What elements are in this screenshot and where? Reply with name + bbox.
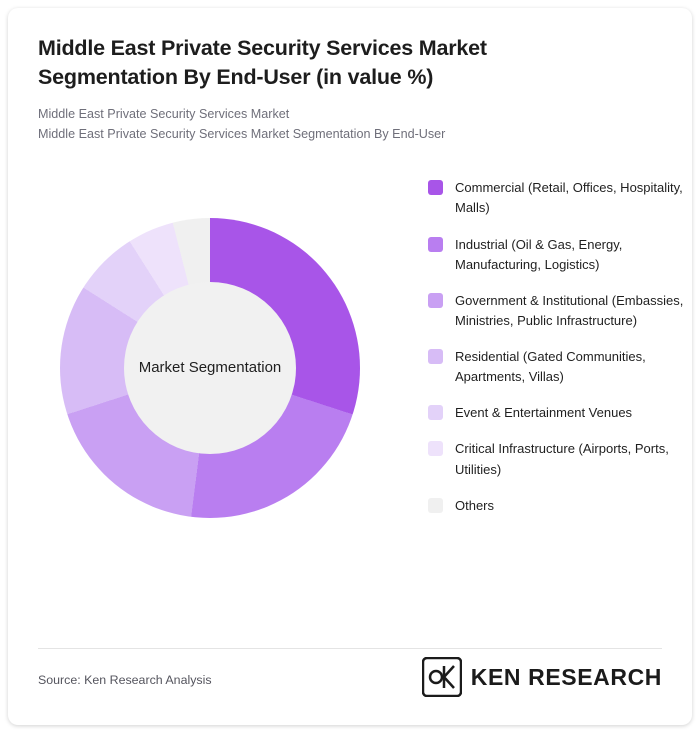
- legend-label: Residential (Gated Communities, Apartments, Villas): [455, 349, 646, 385]
- legend-swatch-icon: [428, 180, 443, 195]
- legend-label: Event & Entertainment Venues: [455, 405, 633, 421]
- legend-swatch-icon: [428, 498, 443, 513]
- donut-chart: [38, 208, 398, 568]
- legend-item[interactable]: [428, 439, 698, 479]
- legend-label: Critical Infrastructure (Airports, Ports, Utilities): [455, 441, 669, 477]
- brand-name: KEN RESEARCH: [470, 663, 662, 690]
- legend-swatch-icon: [428, 293, 443, 308]
- donut-center: [124, 282, 296, 454]
- donut-ring[interactable]: [60, 218, 360, 518]
- subtitle-market: Middle East Private Security Services Market: [38, 107, 290, 122]
- legend-swatch-icon: [428, 237, 443, 252]
- subtitle-segmentation: Middle East Private Security Services Market Segmentation By End-User: [38, 126, 446, 141]
- legend-swatch-icon: [428, 405, 443, 420]
- footer-divider: [38, 648, 662, 649]
- legend-item[interactable]: [428, 291, 698, 331]
- donut-center-label: Market Segmentation: [138, 359, 282, 377]
- legend-item[interactable]: [428, 496, 698, 516]
- brand-logo: [422, 657, 662, 697]
- legend-item[interactable]: [428, 347, 698, 387]
- page-title: Middle East Private Security Services Market Segmentation By End-User (in value %): [38, 36, 487, 89]
- chart-legend: [428, 178, 698, 532]
- legend-item[interactable]: [428, 235, 698, 275]
- legend-swatch-icon: [428, 349, 443, 364]
- legend-label: Commercial (Retail, Offices, Hospitality, Malls): [455, 180, 683, 216]
- chart-card: [8, 8, 692, 725]
- chart-area: [38, 178, 684, 608]
- legend-swatch-icon: [428, 441, 443, 456]
- legend-label: Government & Institutional (Embassies, Ministries, Public Infrastructure): [455, 292, 684, 328]
- source-note: Source: Ken Research Analysis: [38, 673, 212, 687]
- ken-monogram-icon: [422, 657, 462, 697]
- legend-label: Others: [455, 497, 495, 513]
- legend-item[interactable]: [428, 178, 698, 218]
- legend-label: Industrial (Oil & Gas, Energy, Manufacturing, Logistics): [455, 236, 623, 272]
- legend-item[interactable]: [428, 403, 698, 423]
